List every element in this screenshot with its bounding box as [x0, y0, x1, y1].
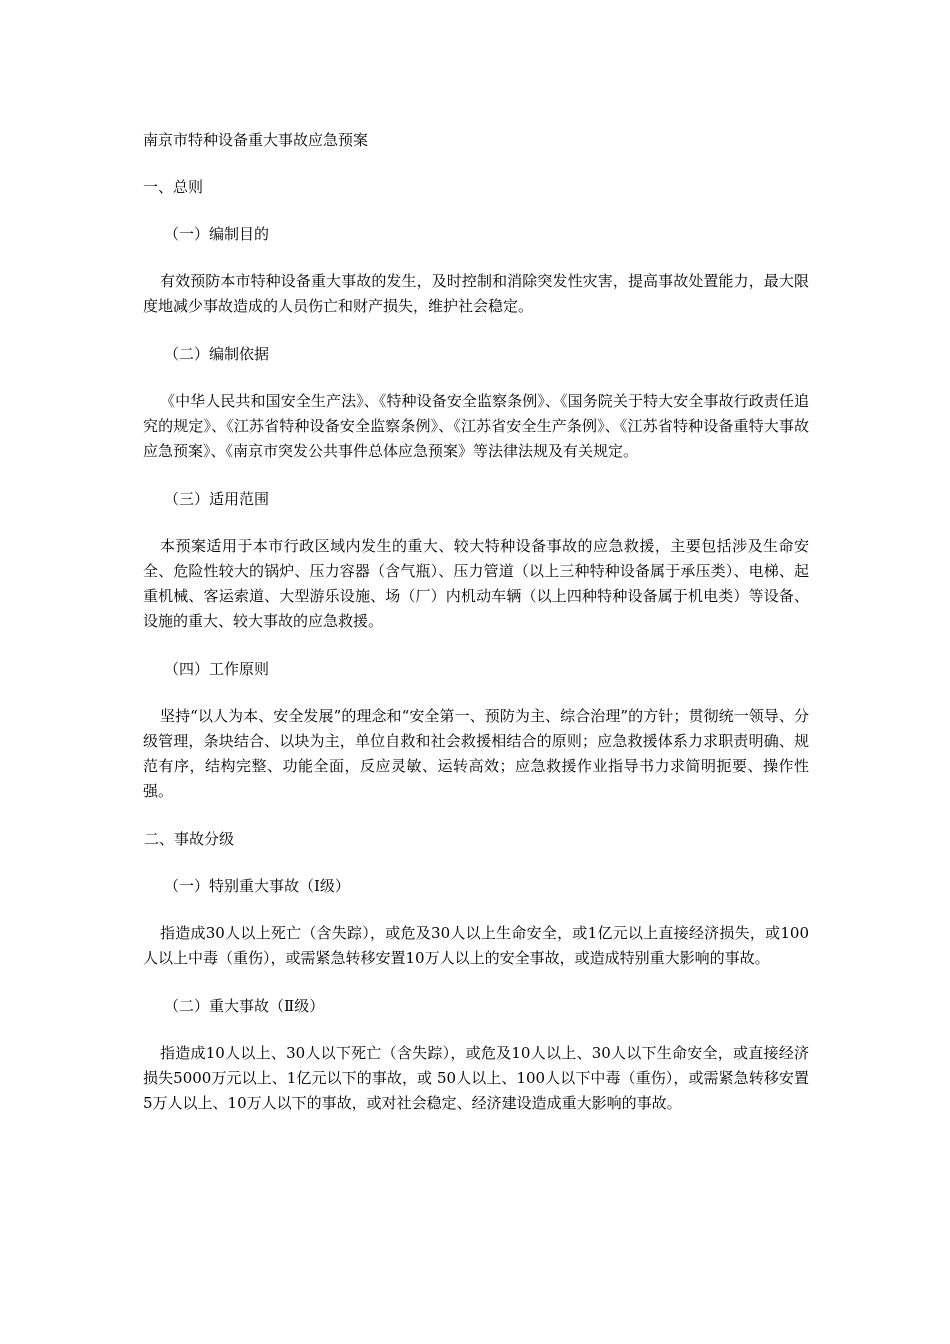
paragraph-scope: 本预案适用于本市行政区域内发生的重大、较大特种设备事故的应急救援，主要包括涉及生命安全、危险性较大的锅炉、压力容器（含气瓶）、压力管道（以上三种特种设备属于承压类）、电梯、起重机械、客运索道、大型游乐设施、场（厂）内机动车辆（以上四种特种设备属于机电类）等设备、设施的重大、较大事故的应急救援。 [143, 537, 809, 630]
section-heading-general: 一、总则 [143, 178, 204, 196]
paragraph-basis: 《中华人民共和国安全生产法》、《特种设备安全监察条例》、《国务院关于特大安全事故行政责任追究的规定》、《江苏省特种设备安全监察条例》、《江苏省安全生产条例》、《江苏省特种设备重特大事故应急预案》、《南京市突发公共事件总体应急预案》等法律法规及有关规定。 [143, 392, 809, 460]
subsection-heading-principles: （四）工作原则 [164, 660, 270, 678]
document-page [143, 128, 809, 1139]
paragraph-principles: 坚持“以人为本、安全发展”的理念和“安全第一、预防为主、综合治理”的方针；贯彻统一领导、分级管理，条块结合、以块为主，单位自救和社会救援相结合的原则；应急救援体系力求职责明确、规范有序，结构完整、功能全面，反应灵敏、运转高效；应急救援作业指导书力求简明扼要、操作性强。 [143, 707, 809, 800]
subsection-heading-basis: （二）编制依据 [164, 345, 270, 363]
paragraph-level-1: 指造成30人以上死亡（含失踪），或危及30人以上生命安全，或1亿元以上直接经济损失，或100人以上中毒（重伤），或需紧急转移安置10万人以上的安全事故，或造成特别重大影响的事故。 [143, 924, 809, 967]
subsection-heading-level-1: （一）特别重大事故（Ⅰ级） [164, 877, 350, 895]
paragraph-purpose: 有效预防本市特种设备重大事故的发生，及时控制和消除突发性灾害，提高事故处置能力，最大限度地减少事故造成的人员伤亡和财产损失，维护社会稳定。 [143, 272, 809, 315]
subsection-heading-level-2: （二）重大事故（Ⅱ级） [164, 997, 325, 1015]
section-heading-classification: 二、事故分级 [144, 830, 235, 848]
document-title: 南京市特种设备重大事故应急预案 [143, 131, 369, 149]
subsection-heading-scope: （三）适用范围 [164, 490, 270, 508]
paragraph-level-2: 指造成10人以上、30人以下死亡（含失踪），或危及10人以上、30人以下生命安全，或直接经济损失5000万元以上、1亿元以下的事故，或 50人以上、100人以下中毒（重伤），或需紧急转移安置5万人以上、10万人以下的事故，或对社会稳定、经济建设造成重大影响的事故。 [143, 1044, 809, 1112]
subsection-heading-purpose: （一）编制目的 [164, 225, 270, 243]
